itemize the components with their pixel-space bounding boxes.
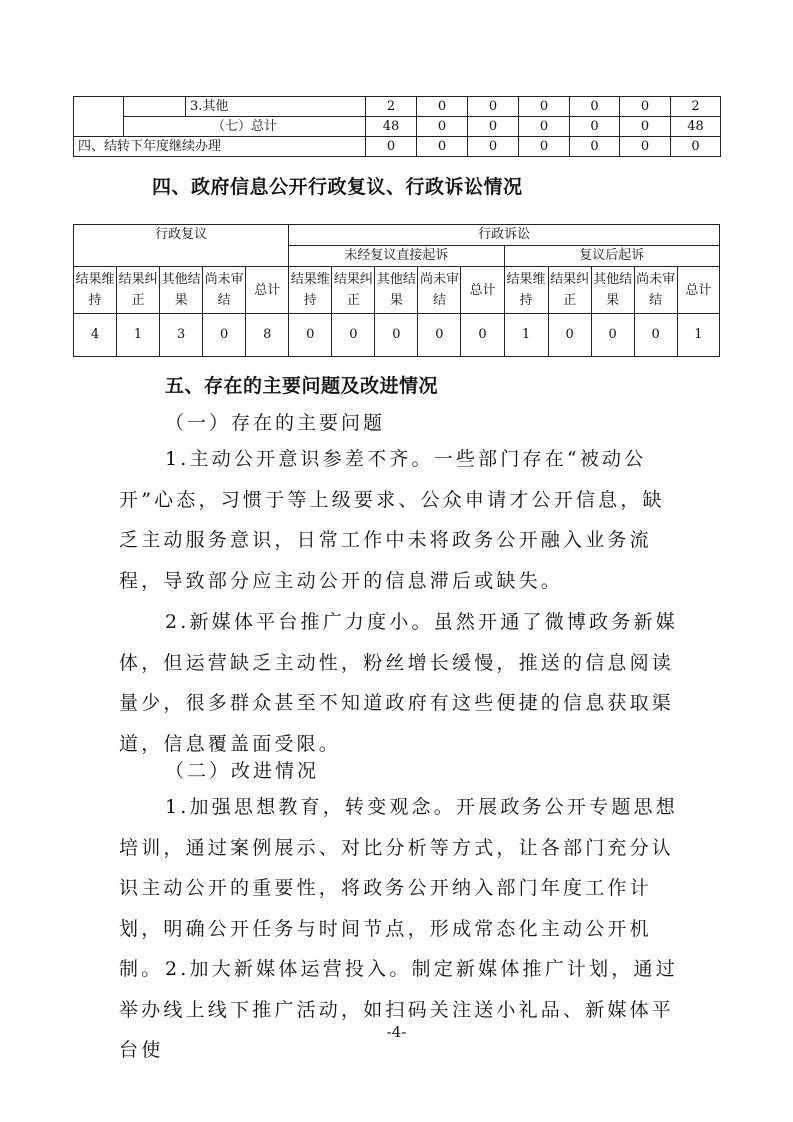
table-cell: 0: [289, 314, 332, 357]
table-cell: 0: [418, 314, 461, 357]
table-cell: 1: [117, 314, 160, 357]
table-cell: 0: [548, 314, 591, 357]
column-header: 结果纠正: [117, 267, 160, 314]
table-cell: 1: [677, 314, 719, 357]
table-cell: 0: [332, 314, 375, 357]
paragraph: 1.主动公开意识参差不齐。一些部门存在“被动公开”心态，习惯于等上级要求、公众申请才公开信息，缺乏主动服务意识，日常工作中未将政务公开融入业务流程，导致部分应主动公开的信息滞后或缺失。: [119, 448, 665, 592]
column-header: 其他结果: [160, 267, 203, 314]
table-cell: 1: [504, 314, 548, 357]
subgroup-header-direct: 未经复议直接起诉: [289, 246, 504, 267]
subsection-heading: （二）改进情况: [165, 760, 320, 782]
table-cell: 0: [468, 117, 519, 137]
table-cell: 0: [468, 97, 519, 117]
row-label: 3.其他: [186, 97, 366, 117]
column-header: 结果维持: [74, 267, 117, 314]
column-header: 尚未审结: [634, 267, 677, 314]
paragraph: 1.加强思想教育，转变观念。开展政务公开专题思想培训，通过案例展示、对比分析等方式，让各部门充分认识主动公开的重要性，将政务公开纳入部门年度工作计划，明确公开任务与时间节点，形成常态化主动公开机制。: [119, 796, 678, 980]
table-cell: [74, 97, 124, 137]
column-header: 尚未审结: [418, 267, 461, 314]
table-cell: 0: [671, 137, 721, 157]
table-cell: 0: [417, 117, 468, 137]
row-label: （七）总计: [124, 117, 366, 137]
table-cell: 0: [570, 97, 620, 117]
table-cell: 0: [620, 137, 671, 157]
table-cell: 0: [620, 97, 671, 117]
group-header-review: 行政复议: [74, 225, 289, 267]
column-header: 尚未审结: [203, 267, 246, 314]
table-row: [74, 137, 721, 157]
subsection-heading: （一）存在的主要问题: [165, 412, 386, 434]
table-cell: 4: [74, 314, 117, 357]
table-cell: 8: [246, 314, 289, 357]
table-cell: 0: [591, 314, 634, 357]
section-heading: 四、政府信息公开行政复议、行政诉讼情况: [152, 176, 523, 198]
table-row: [74, 314, 720, 357]
page-number: -4-: [386, 1023, 407, 1041]
paragraph: 2.加大新媒体运营投入。制定新媒体推广计划，通过举办线上线下推广活动，如扫码关注送小礼品、新媒体平台使: [119, 958, 678, 1061]
table-cell: 0: [375, 314, 418, 357]
paragraph: 2.新媒体平台推广力度小。虽然开通了微博政务新媒体，但运营缺乏主动性，粉丝增长缓慢，推送的信息阅读量少，很多群众甚至不知道政府有这些便捷的信息获取渠道，信息覆盖面受限。: [119, 611, 678, 755]
column-header: 结果维持: [504, 267, 548, 314]
table-row: [74, 97, 721, 117]
table-cell: 0: [417, 97, 468, 117]
group-header-lawsuit: 行政诉讼: [289, 225, 720, 246]
table-cell: 0: [570, 137, 620, 157]
column-header: 总计: [246, 267, 289, 314]
table-cell: 0: [519, 97, 570, 117]
table-header-row: [74, 267, 720, 314]
table-row: [74, 117, 721, 137]
table-cell: 48: [366, 117, 417, 137]
table-cell: 0: [366, 137, 417, 157]
column-header: 其他结果: [375, 267, 418, 314]
column-header: 结果纠正: [332, 267, 375, 314]
table-cell: 0: [468, 137, 519, 157]
section-heading: 五、存在的主要问题及改进情况: [165, 375, 439, 397]
table-cell: 0: [634, 314, 677, 357]
column-header: 结果维持: [289, 267, 332, 314]
table-header-row: [74, 225, 720, 246]
column-header: 总计: [461, 267, 504, 314]
table-cell: 0: [519, 117, 570, 137]
column-header: 其他结果: [591, 267, 634, 314]
table-cell: 0: [203, 314, 246, 357]
table-cell: 0: [417, 137, 468, 157]
table-cell: [124, 97, 186, 117]
table-cell: 0: [461, 314, 504, 357]
column-header: 结果纠正: [548, 267, 591, 314]
table-cell: 0: [519, 137, 570, 157]
table-cell: 48: [671, 117, 721, 137]
carry-over-table: [73, 96, 721, 157]
row-label: 四、结转下年度继续办理: [74, 137, 366, 157]
subgroup-header-after: 复议后起诉: [504, 246, 719, 267]
column-header: 总计: [677, 267, 719, 314]
table-cell: 2: [366, 97, 417, 117]
table-cell: 3: [160, 314, 203, 357]
table-cell: 2: [671, 97, 721, 117]
review-lawsuit-table: [73, 224, 720, 357]
table-cell: 0: [570, 117, 620, 137]
table-cell: 0: [620, 117, 671, 137]
